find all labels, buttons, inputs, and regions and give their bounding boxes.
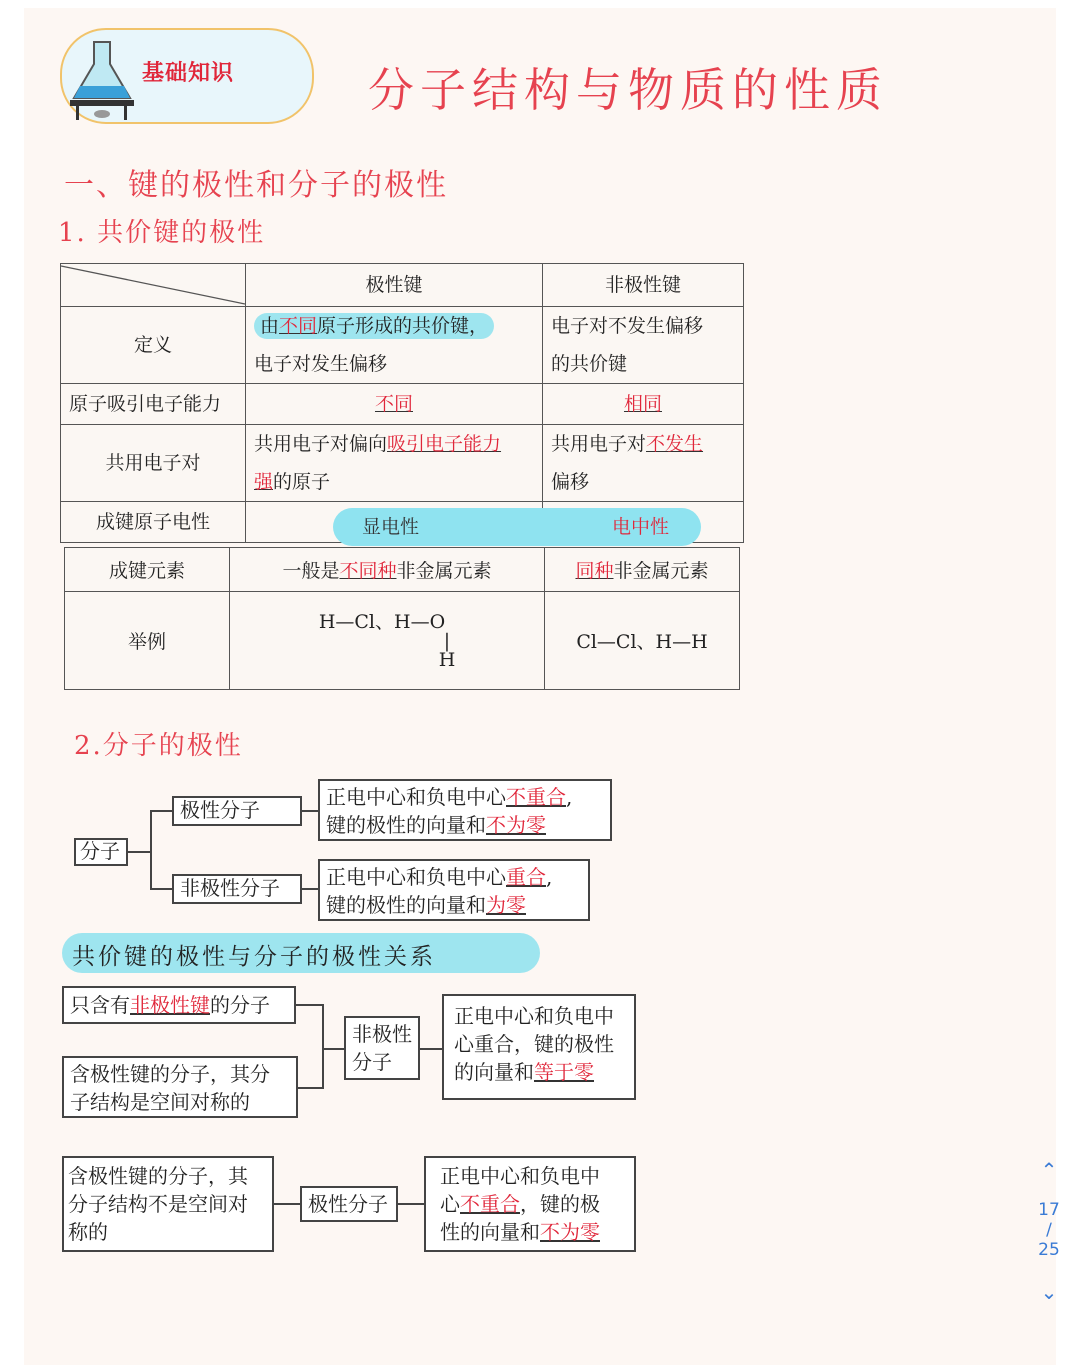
text: 分子 <box>352 1050 392 1074</box>
answer: 不同 <box>279 315 318 337</box>
subsection-heading-2: 2.分子的极性 <box>74 731 243 761</box>
text: 非金属元素 <box>396 560 492 582</box>
header-nonpolar: 非极性键 <box>543 264 744 307</box>
answer: 不同 <box>374 393 413 415</box>
total-pages: 25 <box>1038 1240 1060 1260</box>
nonpolar-molecule-box: 非极性分子 <box>172 874 302 904</box>
row-label-definition: 定义 <box>61 307 246 384</box>
answer: 强 <box>254 471 274 493</box>
connector <box>398 1203 424 1205</box>
text: 键的极性的向量和 <box>326 813 486 837</box>
formula: H <box>438 648 456 671</box>
answer: 不为零 <box>540 1220 600 1244</box>
connector <box>420 1048 442 1050</box>
answer: 不重合 <box>460 1192 520 1216</box>
answer: 吸引电子能力 <box>387 433 502 455</box>
text: 子结构是空间对称的 <box>70 1090 250 1114</box>
connector <box>150 888 172 890</box>
table-corner <box>61 264 246 307</box>
text: 正电中心和负电中 <box>440 1164 600 1188</box>
polar-result-box <box>424 1156 636 1252</box>
text: 心 <box>440 1192 460 1216</box>
nonpolar-molecule-result <box>344 1016 420 1080</box>
cell-elem-polar <box>230 548 545 592</box>
cell-pair-polar <box>246 425 543 502</box>
formula: H—Cl、H—O <box>318 610 446 633</box>
answer: 同种 <box>575 560 614 582</box>
cell-def-polar <box>246 307 543 384</box>
connector <box>322 1048 344 1050</box>
text: 正电中心和负电中心 <box>326 865 506 889</box>
text: 偏移 <box>551 471 590 493</box>
text: 的原子 <box>273 471 331 493</box>
cell-pair-nonpolar <box>543 425 744 502</box>
badge-label: 基础知识 <box>142 61 235 86</box>
connector <box>274 1203 300 1205</box>
text: 心重合，键的极性 <box>454 1032 614 1056</box>
text: 称的 <box>68 1220 108 1244</box>
answer: 不发生 <box>646 433 704 455</box>
text: ，键的极 <box>520 1192 600 1216</box>
cell-example-polar <box>230 592 545 690</box>
connector <box>302 810 318 812</box>
subsection-heading-1: 1. 共价键的极性 <box>58 218 266 248</box>
connector <box>298 1087 322 1089</box>
diagonal-line <box>61 264 245 306</box>
row-label-charge: 成键原子电性 <box>61 502 246 543</box>
connector <box>150 810 152 890</box>
text: 原子形成的共价键， <box>317 315 489 337</box>
text: 正电中心和负电中 <box>454 1004 614 1028</box>
answer: 不同种 <box>339 560 397 582</box>
answer: 为零 <box>486 893 526 917</box>
answer: 非极性键 <box>130 993 210 1017</box>
charge-polar: 显电性 <box>362 516 420 538</box>
header-polar: 极性键 <box>246 264 543 307</box>
connector <box>150 810 172 812</box>
slash-icon: ∕ <box>1046 1220 1052 1240</box>
text: 的分子 <box>210 993 270 1017</box>
page-title: 分子结构与物质的性质 <box>368 63 888 117</box>
connector <box>296 1004 322 1006</box>
polar-description-box: 正电中心和负电中心不重合, 键的极性的向量和不为零 <box>318 779 612 841</box>
chevron-down-icon[interactable]: ⌄ <box>1040 1280 1058 1304</box>
text: 的共价键 <box>551 353 628 375</box>
text: 含极性键的分子，其分 <box>70 1062 270 1086</box>
definition-highlight <box>254 313 494 339</box>
text: 的向量和 <box>454 1060 534 1084</box>
cell-def-nonpolar <box>543 307 744 384</box>
text: 性的向量和 <box>440 1220 540 1244</box>
text: 非金属元素 <box>613 560 709 582</box>
charge-nonpolar: 电中性 <box>612 516 670 538</box>
text: 电子对不发生偏移 <box>551 315 704 337</box>
badge <box>60 28 314 124</box>
connector <box>302 888 318 890</box>
nonpolar-result-box <box>442 994 636 1100</box>
answer: 不重合 <box>506 785 566 809</box>
text: 非极性 <box>352 1022 412 1046</box>
text: 电子对发生偏移 <box>254 353 388 375</box>
nonpolar-description-box: 正电中心和负电中心重合, 键的极性的向量和为零 <box>318 859 590 921</box>
answer: 等于零 <box>534 1060 594 1084</box>
text: 分子结构不是空间对 <box>68 1192 248 1216</box>
connector <box>322 1004 324 1089</box>
polar-molecule-result: 极性分子 <box>300 1186 398 1222</box>
text: 正电中心和负电中心 <box>326 785 506 809</box>
connector <box>128 851 150 853</box>
cell-attract-nonpolar <box>543 384 744 425</box>
asymmetric-box <box>62 1156 274 1252</box>
section-heading-1: 一、键的极性和分子的极性 <box>64 168 448 203</box>
chevron-up-icon[interactable]: ⌃ <box>1040 1158 1058 1182</box>
bond-polarity-table <box>60 263 744 543</box>
text: 含极性键的分子，其 <box>68 1164 248 1188</box>
text: 一般是 <box>282 560 340 582</box>
cell-attract-polar <box>246 384 543 425</box>
cell-elem-nonpolar <box>545 548 740 592</box>
bond-element-table <box>64 547 740 690</box>
relation-heading: 共价键的极性与分子的极性关系 <box>72 944 436 970</box>
text: 键的极性的向量和 <box>326 893 486 917</box>
row-label-pair: 共用电子对 <box>61 425 246 502</box>
text: 共用电子对偏向 <box>254 433 388 455</box>
answer: 不为零 <box>486 813 546 837</box>
only-nonpolar-box <box>62 986 296 1024</box>
text: 只含有 <box>70 993 130 1017</box>
symmetric-box <box>62 1056 298 1118</box>
page-indicator <box>1034 1160 1064 1304</box>
text: 由 <box>260 315 280 337</box>
row-label-example: 举例 <box>65 592 230 690</box>
answer: 相同 <box>623 393 662 415</box>
current-page: 17 <box>1038 1200 1060 1220</box>
row-label-attract: 原子吸引电子能力 <box>61 384 246 425</box>
text: 共用电子对 <box>551 433 647 455</box>
polar-molecule-box: 极性分子 <box>172 796 302 826</box>
cell-example-nonpolar: Cl—Cl、H—H <box>545 592 740 690</box>
bond-line: | <box>443 629 451 652</box>
flask-icon <box>64 36 144 120</box>
row-label-element: 成键元素 <box>65 548 230 592</box>
answer: 重合 <box>506 865 546 889</box>
molecule-box: 分子 <box>74 838 128 866</box>
